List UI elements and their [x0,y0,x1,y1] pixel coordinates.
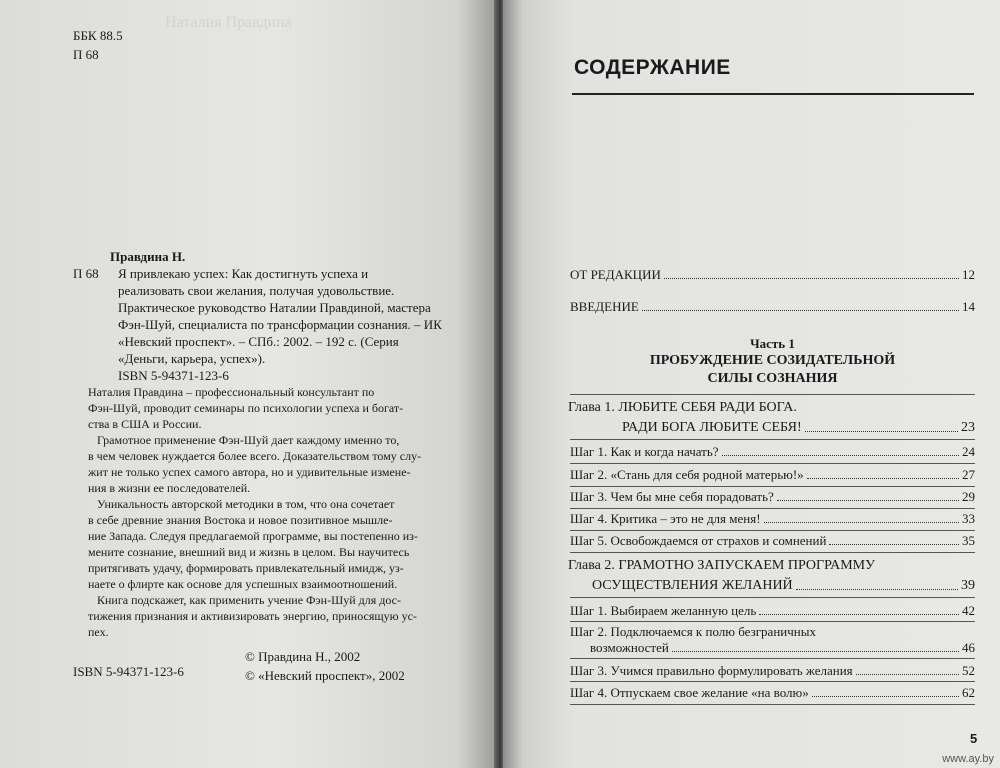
part-title-line2: СИЛЫ СОЗНАНИЯ [707,371,838,386]
annotation-line: Фэн-Шуй, проводит семинары по психологии успеха и богат- [88,401,404,415]
toc-divider [570,486,975,487]
annotation-line: в чем человек нуждается более всего. Доказательством тому слу- [88,449,422,463]
toc-page-number: 24 [962,444,975,459]
toc-page-number: 29 [962,489,975,504]
toc-entry-label: Шаг 3. Учимся правильно формулировать желания [570,663,853,678]
dot-leader [777,500,959,501]
annotation-line: притягивать удачу, формировать привлекательный имидж, уз- [88,561,404,575]
isbn-bottom: ISBN 5-94371-123-6 [73,664,184,679]
copyright-author: © Правдина Н., 2002 [245,649,361,664]
toc-page-number: 27 [962,467,975,482]
toc-entry-label: Шаг 4. Критика – это не для меня! [570,511,761,526]
annotation-line: жит не только успех самого автора, но и удивительные измене- [88,465,411,479]
catalog-isbn: ISBN 5-94371-123-6 [118,368,229,383]
toc-entry-label: ВВЕДЕНИЕ [570,299,639,314]
annotation-line: в себе древние знания Востока и новое позитивное мышле- [88,513,393,527]
toc-page-number: 39 [961,578,975,593]
catalog-author: Правдина Н. [110,249,186,264]
annotation-line: Уникальность авторской методики в том, что она сочетает [88,497,395,511]
toc-divider [570,463,975,464]
annotation-line: ства в США и России. [88,417,202,431]
annotation-line: Книга подскажет, как применить учение Фэн-Шуй для дос- [88,593,401,607]
dot-leader [664,278,959,279]
toc-entry-label: Шаг 1. Выбираем желанную цель [570,603,757,618]
title-rule [572,93,974,95]
toc-page-number: 46 [962,640,975,655]
toc-entry-step[interactable] [570,466,975,483]
toc-entry-step[interactable] [570,510,975,527]
left-page [0,0,497,768]
dot-leader [807,478,959,479]
toc-divider [570,552,975,553]
dot-leader [812,696,959,697]
toc-entry-step[interactable] [570,639,975,656]
toc-entry-label: Шаг 1. Как и когда начать? [570,444,719,459]
toc-entry-label-line1: Шаг 2. Подключаемся к полю безграничных [570,624,816,639]
part-label: Часть 1 [750,336,795,351]
toc-entry-label: ОТ РЕДАКЦИИ [570,267,661,282]
copyright-publisher: © «Невский проспект», 2002 [245,668,405,683]
annotation-line: пех. [88,625,109,639]
toc-entry-chapter2[interactable] [570,577,975,594]
chapter2-title-line1: Глава 2. ГРАМОТНО ЗАПУСКАЕМ ПРОГРАММУ [568,558,876,573]
annotation-line: ние Запада. Следуя предлагаемой программе, вы постепенно из- [88,529,418,543]
catalog-line: «Деньги, карьера, успех»). [118,351,266,366]
toc-entry-label: Шаг 4. Отпускаем свое желание «на волю» [570,685,809,700]
toc-divider [570,681,975,682]
annotation-line: наете о флирте как основе для успешных взаимоотношений. [88,577,398,591]
dot-leader [796,589,958,590]
toc-page-number: 42 [962,603,975,618]
catalog-line: Практическое руководство Наталии Правдиной, мастера [118,300,431,315]
dot-leader [642,310,959,311]
watermark: www.ay.by [942,753,994,765]
toc-divider [570,394,975,395]
toc-page-number: 33 [962,511,975,526]
dot-leader [722,455,959,456]
toc-entry-step[interactable] [570,443,975,460]
toc-divider [570,597,975,598]
catalog-description [118,265,442,384]
toc-entry-label: ОСУЩЕСТВЛЕНИЯ ЖЕЛАНИЙ [592,578,793,593]
annotation-line: Грамотное применение Фэн-Шуй дает каждому именно то, [88,433,400,447]
toc-entry-step[interactable] [570,602,975,619]
annotation [88,384,421,640]
bleed-through-text: Наталия Правдина [165,14,292,31]
toc-divider [570,439,975,440]
dot-leader [759,614,959,615]
catalog-code: П 68 [73,266,99,281]
annotation-line: ния в жизни ее последователей. [88,481,251,495]
toc-entry-label: возможностей [590,640,669,655]
catalog-line: реализовать свои желания, получая удовольствие. [118,283,395,298]
toc-entry-introduction[interactable] [570,298,975,315]
chapter1-title-line1: Глава 1. ЛЮБИТЕ СЕБЯ РАДИ БОГА. [568,400,797,415]
dot-leader [764,522,959,523]
toc-title: СОДЕРЖАНИЕ [574,56,731,79]
library-code: П 68 [73,47,99,62]
annotation-line: тижения признания и активизировать энергию, приносящую ус- [88,609,417,623]
toc-page-number: 52 [962,663,975,678]
toc-entry-label: Шаг 3. Чем бы мне себя порадовать? [570,489,774,504]
catalog-line: «Невский проспект». – СПб.: 2002. – 192 с. (Серия [118,334,399,349]
catalog-line: Я привлекаю успех: Как достигнуть успеха и [118,266,369,281]
toc-divider [570,704,975,705]
toc-entry-step[interactable] [570,684,975,701]
toc-page-number: 14 [962,299,975,314]
toc-divider [570,658,975,659]
toc-divider [570,508,975,509]
dot-leader [829,544,959,545]
dot-leader [672,651,959,652]
toc-divider [570,530,975,531]
toc-page-number: 35 [962,533,975,548]
annotation-line: мените сознание, внешний вид и жизнь в целом. Вы научитесь [88,545,410,559]
catalog-line: Фэн-Шуй, специалиста по трансформации сознания. – ИК [118,317,442,332]
annotation-line: Наталия Правдина – профессиональный консультант по [88,385,375,399]
toc-entry-label: РАДИ БОГА ЛЮБИТЕ СЕБЯ! [622,420,802,435]
toc-page-number: 62 [962,685,975,700]
toc-page-number: 23 [961,420,975,435]
toc-entry-label: Шаг 2. «Стань для себя родной матерью!» [570,467,804,482]
toc-entry-editorial[interactable] [570,266,975,283]
dot-leader [856,674,959,675]
toc-entry-chapter1[interactable] [570,419,975,436]
bbk-code: ББК 88.5 [73,28,123,43]
toc-page-number: 12 [962,267,975,282]
toc-divider [570,621,975,622]
toc-entry-step[interactable] [570,662,975,679]
part-title-line1: ПРОБУЖДЕНИЕ СОЗИДАТЕЛЬНОЙ [649,353,896,368]
page-number: 5 [970,731,978,746]
toc-entry-step[interactable] [570,488,975,505]
toc-entry-step[interactable] [570,532,975,549]
toc-entry-label: Шаг 5. Освобождаемся от страхов и сомнений [570,533,827,548]
dot-leader [805,431,958,432]
